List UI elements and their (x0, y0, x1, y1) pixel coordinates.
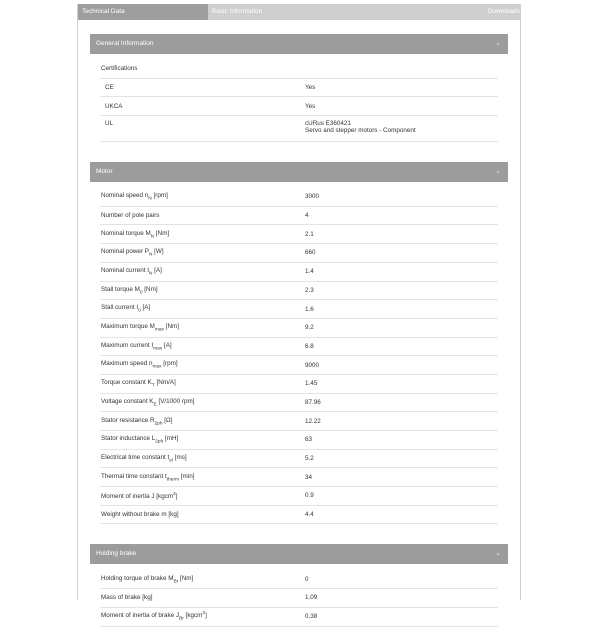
label-part: N (148, 252, 153, 258)
label-part: therm (166, 476, 180, 482)
table-row (100, 356, 498, 375)
label-part: ] (175, 492, 178, 500)
row-value: 2.3 (305, 286, 314, 294)
label-part: Nominal current I (101, 267, 149, 275)
row-value: Yes (305, 84, 316, 92)
label-part: [ms] (172, 453, 187, 461)
table-row (100, 450, 498, 469)
row-value: 4.4 (305, 511, 314, 519)
tab-technical-data[interactable]: Technical Data (78, 4, 208, 20)
table-row (100, 468, 498, 487)
certifications-label: Certifications (101, 65, 138, 73)
table-row (100, 608, 498, 627)
row-label (100, 323, 305, 332)
table-row (100, 225, 498, 244)
row-value: 660 (305, 249, 316, 257)
row-value: 1.09 (305, 594, 318, 602)
section-holding-brake[interactable] (90, 544, 508, 564)
table-row (100, 97, 498, 116)
section-motor[interactable] (90, 162, 508, 182)
motor-rows (90, 182, 508, 532)
row-value: 0.38 (305, 613, 318, 621)
label-part: Moment of inertia of brake J (101, 612, 180, 620)
row-value: 3000 (305, 193, 320, 201)
content-area (90, 34, 508, 635)
label-part: 0 (139, 289, 143, 295)
label-part: Br (173, 578, 179, 584)
row-value (305, 120, 498, 134)
label-part: Mass of brake [kg] (101, 594, 153, 602)
label-part: Nominal torque M (101, 229, 151, 237)
row-value: 1.4 (305, 268, 314, 276)
label-part: Stator inductance L (101, 435, 156, 443)
row-value: 87.96 (305, 398, 321, 406)
row-value: Yes (305, 102, 316, 110)
label-part: 2ph (155, 439, 164, 445)
label-part: N (148, 271, 153, 277)
table-row (100, 300, 498, 319)
row-value: 0.9 (305, 492, 314, 500)
label-part: [Nm] (142, 285, 158, 293)
label-part: 0 (138, 308, 141, 314)
label-part: [Nm/A] (154, 379, 176, 387)
row-value: 5.2 (305, 455, 314, 463)
row-label (100, 379, 305, 388)
label-part: Voltage constant K (101, 397, 154, 405)
label-part: el (169, 458, 173, 464)
label-part: Maximum current I (101, 341, 154, 349)
label-part: Weight without brake m [kg] (101, 511, 179, 519)
table-row (100, 431, 498, 450)
label-part: [Ω] (162, 416, 173, 424)
row-label (100, 454, 305, 463)
tab-basic-information[interactable]: Basic Information (208, 4, 338, 20)
row-label (100, 398, 305, 407)
label-part: N (150, 233, 155, 239)
label-part: Br (179, 616, 184, 622)
table-row (100, 570, 498, 589)
label-part: Nominal power P (101, 248, 149, 256)
label-part: Number of pole pairs (101, 212, 160, 220)
chevron-down-icon: ⌄ (495, 168, 501, 176)
row-label: UKCA (105, 102, 123, 110)
row-label (100, 248, 305, 257)
ul-value-line-2: Servo and stepper motors - Component (305, 127, 416, 135)
table-row (100, 79, 498, 98)
table-row (100, 487, 498, 506)
row-value: 1.45 (305, 380, 318, 388)
label-part: [rpm] (151, 192, 168, 200)
label-part: [A] (162, 341, 172, 349)
label-part: Electrical time constant t (101, 453, 170, 461)
table-row (100, 589, 498, 608)
row-label (100, 492, 305, 500)
tab-bar (78, 4, 520, 20)
label-part: Moment of inertia J [kgcm (101, 492, 174, 500)
table-row (100, 338, 498, 357)
label-part: 2 (173, 491, 176, 497)
row-value: 9000 (305, 361, 320, 369)
label-part: Thermal time constant t (101, 472, 167, 480)
table-row (100, 506, 498, 525)
row-value: 34 (305, 473, 313, 481)
row-label (100, 230, 305, 239)
chevron-down-icon: ⌄ (495, 550, 501, 558)
row-label (100, 304, 305, 313)
table-row (100, 188, 498, 207)
label-part: Stator resistance R (101, 416, 155, 424)
row-label (100, 473, 305, 482)
label-part: [Nm] (154, 229, 170, 237)
row-label: CE (105, 84, 114, 92)
label-part: Stall current I (101, 304, 139, 312)
table-row (100, 394, 498, 413)
table-row (100, 263, 498, 282)
label-part: max (153, 346, 163, 352)
label-part: [A] (140, 304, 151, 312)
label-part: [W] (152, 248, 164, 256)
table-row (100, 116, 498, 142)
certifications-heading (100, 60, 498, 79)
label-part: [min] (179, 472, 195, 480)
section-title: General Information (96, 40, 154, 47)
label-part: [Nm] (178, 574, 194, 582)
row-label (100, 611, 305, 621)
row-value: 12.22 (305, 417, 321, 425)
label-part: max (152, 364, 162, 370)
row-label (100, 342, 305, 351)
row-label (100, 212, 305, 219)
table-row (100, 207, 498, 226)
row-label (100, 511, 305, 518)
label-part: Holding torque of brake M (101, 574, 174, 582)
row-value: 9.2 (305, 324, 314, 332)
ul-value-line-1: cURus E360421 (305, 120, 351, 128)
label-part: [mH] (163, 435, 179, 443)
label-part: [Nm] (163, 323, 179, 331)
label-part: [A] (152, 267, 162, 275)
row-value: 2.1 (305, 230, 314, 238)
row-label (100, 435, 305, 444)
table-row (100, 319, 498, 338)
section-title: Holding brake (96, 550, 137, 558)
label-part: Stall torque M (101, 285, 140, 293)
row-label (100, 594, 305, 601)
label-part: Maximum torque M (101, 323, 155, 331)
row-label (100, 575, 305, 584)
chevron-down-icon: ⌄ (495, 40, 501, 47)
row-label (100, 267, 305, 276)
label-part: T (151, 383, 155, 389)
label-part: Maximum speed n (101, 360, 153, 368)
row-value: 1.6 (305, 305, 314, 313)
row-label (100, 360, 305, 369)
row-label (100, 286, 305, 295)
label-part: max (154, 327, 164, 333)
row-label: UL (105, 120, 114, 128)
table-row (100, 412, 498, 431)
label-part: E (153, 402, 157, 408)
technical-data-panel (77, 4, 521, 622)
label-part: [rpm] (161, 360, 178, 368)
label-part: [V/1000 rpm] (156, 397, 195, 405)
row-label (100, 417, 305, 426)
holding-brake-rows (90, 564, 508, 634)
label-part: [kgcm (183, 612, 203, 620)
general-information-rows (90, 54, 508, 150)
label-part: Torque constant K (101, 379, 152, 387)
table-row (100, 282, 498, 301)
label-part: ] (205, 612, 207, 620)
section-title: Motor (96, 168, 113, 176)
row-value: 63 (305, 436, 313, 444)
label-part: N (148, 196, 152, 202)
table-row (100, 375, 498, 394)
row-label (100, 192, 305, 201)
label-part: Nominal speed n (101, 192, 149, 200)
table-row (100, 244, 498, 263)
label-part: 2 (202, 611, 206, 617)
section-general-information[interactable] (90, 34, 508, 54)
row-value: 6.8 (305, 342, 314, 350)
tab-downloads[interactable]: Downloads (338, 4, 520, 20)
label-part: 2ph (154, 420, 163, 426)
row-value: 0 (305, 575, 309, 583)
row-value: 4 (305, 212, 309, 220)
